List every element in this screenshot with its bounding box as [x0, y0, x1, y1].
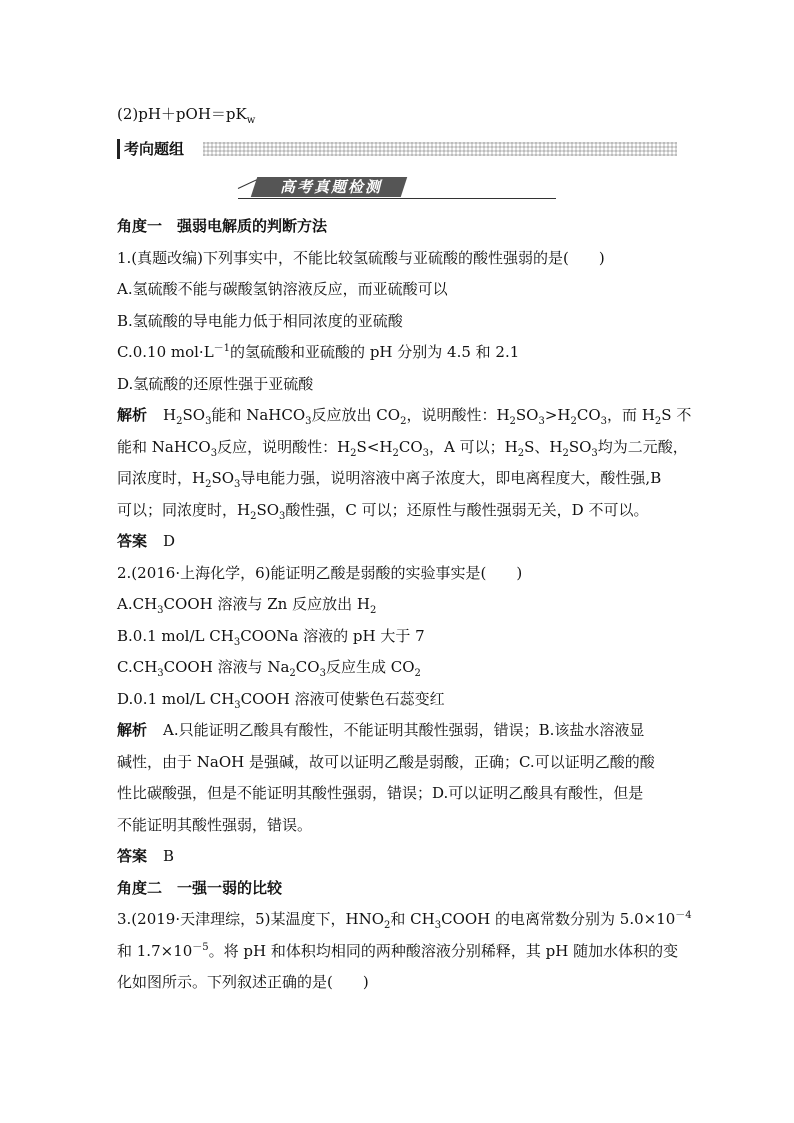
q2-option-b: B.0.1 mol/L $CH_3COONa$ 溶液的 pH 大于 7	[117, 627, 425, 648]
exam-banner	[238, 174, 556, 200]
q2-analysis-line-2: 碱性，由于 NaOH 是强碱，故可以证明乙酸是弱酸，正确；C.可以证明乙酸的酸	[117, 753, 655, 771]
q1-answer: 答案 D	[117, 532, 176, 550]
q2-stem: 2.(2016·上海化学，6)能证明乙酸是弱酸的实验事实是( )	[117, 564, 523, 582]
dotted-rule	[203, 142, 677, 156]
q2-option-d: D.0.1 mol/L $CH_3COOH$ 溶液可使紫色石蕊变红	[117, 690, 445, 711]
formula-line: $(2)pH+pOH=pK_w$	[117, 105, 256, 126]
q1-analysis-line-1: 解析 $H_2SO_3$能和 NaHCO$_3$反应放出 $CO_2$，说明酸性：$H_2SO_3>H_2CO_3$，而 $H_2S$ 不	[117, 406, 692, 427]
q2-option-a: $A.CH_3COOH$ 溶液与 Zn 反应放出 $H_2$	[117, 595, 377, 616]
q2-option-c: $C.CH_3COOH$ 溶液与 $Na_2CO_3$反应生成 $CO_2$	[117, 658, 421, 679]
q1-option-a: A.氢硫酸不能与碳酸氢钠溶液反应，而亚硫酸可以	[117, 280, 448, 298]
banner-text: 高考真题检测	[279, 178, 382, 196]
q2-answer: 答案 B	[117, 847, 175, 865]
banner-underline	[238, 198, 556, 199]
q1-option-d: D.氢硫酸的还原性强于亚硫酸	[117, 375, 314, 393]
q1-analysis-line-4: 可以；同浓度时，$H_2SO_3$酸性强，C 可以；还原性与酸性强弱无关，D 不可以。	[117, 501, 649, 522]
section-title: 考向题组	[117, 139, 184, 159]
angle-heading-2: 角度二 一强一弱的比较	[117, 879, 283, 897]
q3-line-2: 和 $1.7\times 10^{-5}$。将 pH 和体积均相同的两种酸溶液分别稀释，其 pH 随加水体积的变	[117, 942, 679, 960]
angle-heading-1: 角度一 强弱电解质的判断方法	[117, 217, 328, 235]
q2-analysis-line-1: 解析 A.只能证明乙酸具有酸性，不能证明其酸性强弱，错误；B.该盐水溶液显	[117, 721, 645, 739]
q1-option-c: C.0.10 $mol\cdot L^{-1}$的氢硫酸和亚硫酸的 pH 分别为 4.5 和 2.1	[117, 343, 520, 361]
q2-analysis-line-3: 性比碳酸强，但是不能证明其酸性强弱，错误；D.可以证明乙酸具有酸性，但是	[117, 784, 644, 802]
q1-stem: 1.(真题改编)下列事实中，不能比较氢硫酸与亚硫酸的酸性强弱的是( )	[117, 249, 605, 267]
q2-analysis-line-4: 不能证明其酸性强弱，错误。	[117, 816, 313, 834]
q1-option-b: B.氢硫酸的导电能力低于相同浓度的亚硫酸	[117, 312, 403, 330]
q3-line-3: 化如图所示。下列叙述正确的是( )	[117, 973, 369, 991]
q1-analysis-line-2: 能和 NaHCO$_3$反应，说明酸性：$H_2S<H_2CO_3$，A 可以；$H_2S$、$H_2SO_3$均为二元酸，	[117, 438, 688, 459]
q1-analysis-line-3: 同浓度时，$H_2SO_3$导电能力强，说明溶液中离子浓度大，即电离程度大，酸性强,B	[117, 469, 662, 490]
q3-line-1: 3.(2019·天津理综，5)某温度下，$HNO_2$和 $CH_3COOH$ 的电离常数分别为 $5.0\times 10^{-4}$	[117, 910, 692, 931]
section-header	[117, 137, 677, 163]
